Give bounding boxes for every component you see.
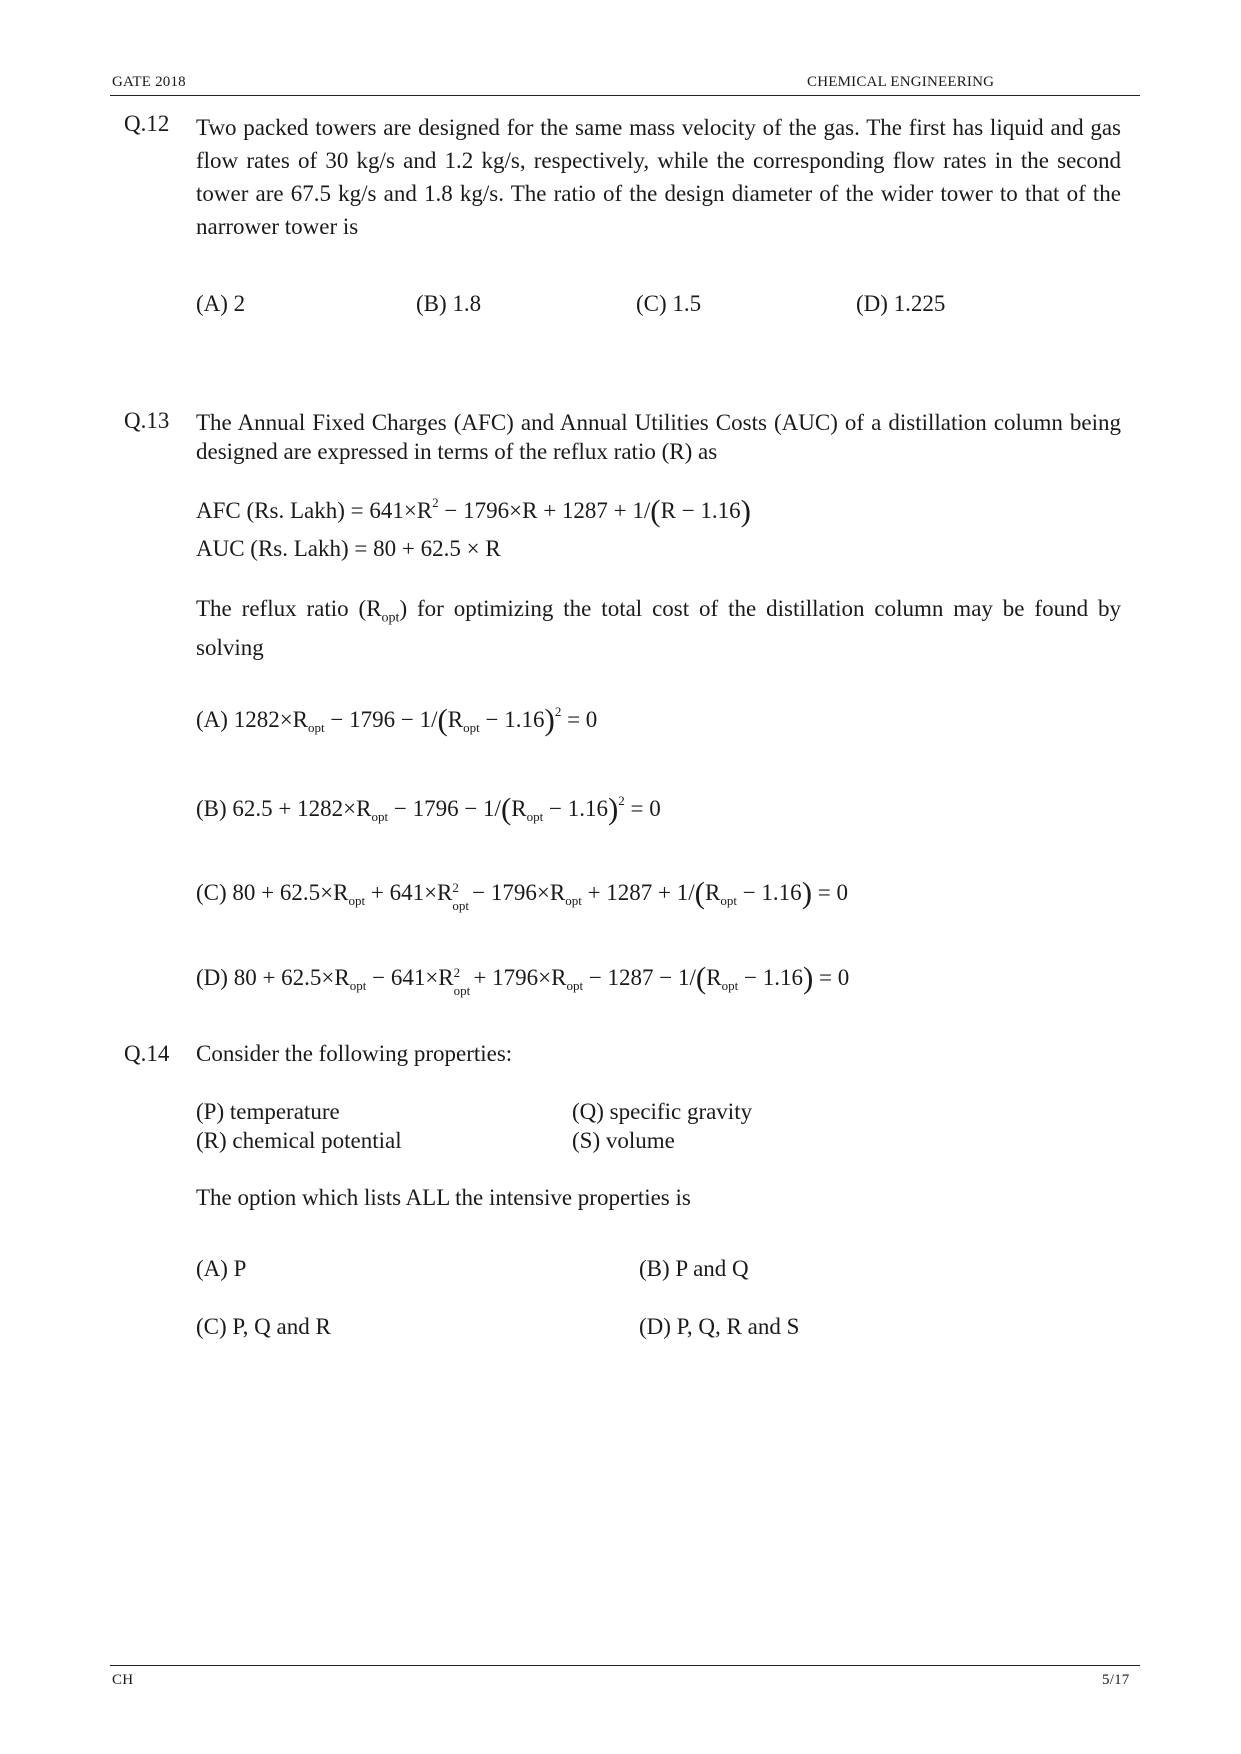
property-q: (Q) specific gravity bbox=[572, 1099, 753, 1124]
afc-expression: $641\times R^2 - 1796\times R + 1287 + 1/(R - 1.16)$ bbox=[369, 493, 751, 528]
q13-option-a[interactable] bbox=[196, 702, 598, 737]
q12-option-c[interactable]: (C) 1.5 bbox=[636, 291, 702, 316]
q13-option-b[interactable] bbox=[196, 791, 661, 826]
q13-prompt bbox=[196, 594, 1121, 662]
q12-option-d[interactable]: (D) 1.225 bbox=[856, 291, 946, 316]
q13-option-d[interactable] bbox=[196, 960, 850, 998]
auc-expression: 80 + 62.5 × R bbox=[373, 536, 501, 561]
q13-prompt-subscript: opt bbox=[381, 610, 400, 626]
footer-paper-code: CH bbox=[112, 1672, 134, 1688]
q14-prompt: The option which lists ALL the intensive properties is bbox=[196, 1185, 691, 1210]
header-rule bbox=[110, 95, 1140, 96]
q13-text: The Annual Fixed Charges (AFC) and Annual Utilities Costs (AUC) of a distillation column being designed are expressed in terms of the reflux ratio (R) as bbox=[196, 410, 1121, 464]
auc-equation bbox=[196, 536, 501, 562]
property-r: (R) chemical potential bbox=[196, 1128, 402, 1153]
q13-option-c-label: (C) bbox=[196, 880, 227, 905]
q13-option-c-expression: $80 + 62.5\times R_{opt} + 641\times R$ 2 opt − $1796\times R_{opt} + 1287 + 1/(R_{opt} - 1.16) = 0$ bbox=[232, 875, 848, 913]
q13-option-d-expression: $80 + 62.5\times R_{opt} - 641\times R$ 2 opt + $1796\times R_{opt} - 1287 - 1/(R_{opt} - 1.16) = 0$ bbox=[233, 960, 850, 998]
q14-text: Consider the following properties: bbox=[196, 1041, 513, 1066]
q14-number: Q.14 bbox=[124, 1041, 170, 1066]
q12-number: Q.12 bbox=[124, 111, 170, 136]
q13-option-d-label: (D) bbox=[196, 965, 228, 990]
q14-option-b[interactable]: (B) P and Q bbox=[639, 1256, 749, 1281]
q13-option-b-expression: $62.5 + 1282\times R_{opt} - 1796 - 1/(R_{opt} - 1.16)^2 = 0$ bbox=[232, 791, 661, 826]
q13-option-b-label: (B) bbox=[196, 796, 227, 821]
auc-label: AUC (Rs. Lakh) = bbox=[196, 536, 368, 561]
header-subject: CHEMICAL ENGINEERING bbox=[807, 74, 995, 90]
afc-label: AFC (Rs. Lakh) = bbox=[196, 498, 364, 523]
q13-option-a-expression: $1282\times R_{opt} - 1796 - 1/(R_{opt} - 1.16)^2 = 0$ bbox=[233, 702, 598, 737]
q13-number: Q.13 bbox=[124, 408, 170, 433]
afc-equation bbox=[196, 493, 751, 528]
q12-text: Two packed towers are designed for the same mass velocity of the gas. The first has liquid and gas flow rates of 30 kg/s and 1.2 kg/s, respectively, while the corresponding flow rates in the second tower are 67.5 kg/s and 1.8 kg/s. The ratio of the design diameter of the wider tower to that of the narrower tower is bbox=[196, 115, 1121, 239]
q14-option-c[interactable]: (C) P, Q and R bbox=[196, 1314, 331, 1339]
header-exam-title: GATE 2018 bbox=[112, 74, 186, 90]
q13-option-a-label: (A) bbox=[196, 707, 228, 732]
footer-rule bbox=[110, 1665, 1140, 1666]
q13-prompt-part2: ) for optimizing the total cost of the distillation column may be found by solving bbox=[196, 596, 1121, 660]
footer-page-number: 5/17 bbox=[1102, 1672, 1130, 1688]
q13-option-c[interactable] bbox=[196, 875, 848, 913]
q12-option-b[interactable]: (B) 1.8 bbox=[416, 291, 482, 316]
property-p: (P) temperature bbox=[196, 1099, 340, 1124]
q13-prompt-part1: The reflux ratio (R bbox=[196, 596, 382, 621]
q12-option-a[interactable]: (A) 2 bbox=[196, 291, 246, 316]
q14-option-a[interactable]: (A) P bbox=[196, 1256, 247, 1281]
property-s: (S) volume bbox=[572, 1128, 675, 1153]
q14-option-d[interactable]: (D) P, Q, R and S bbox=[639, 1314, 800, 1339]
